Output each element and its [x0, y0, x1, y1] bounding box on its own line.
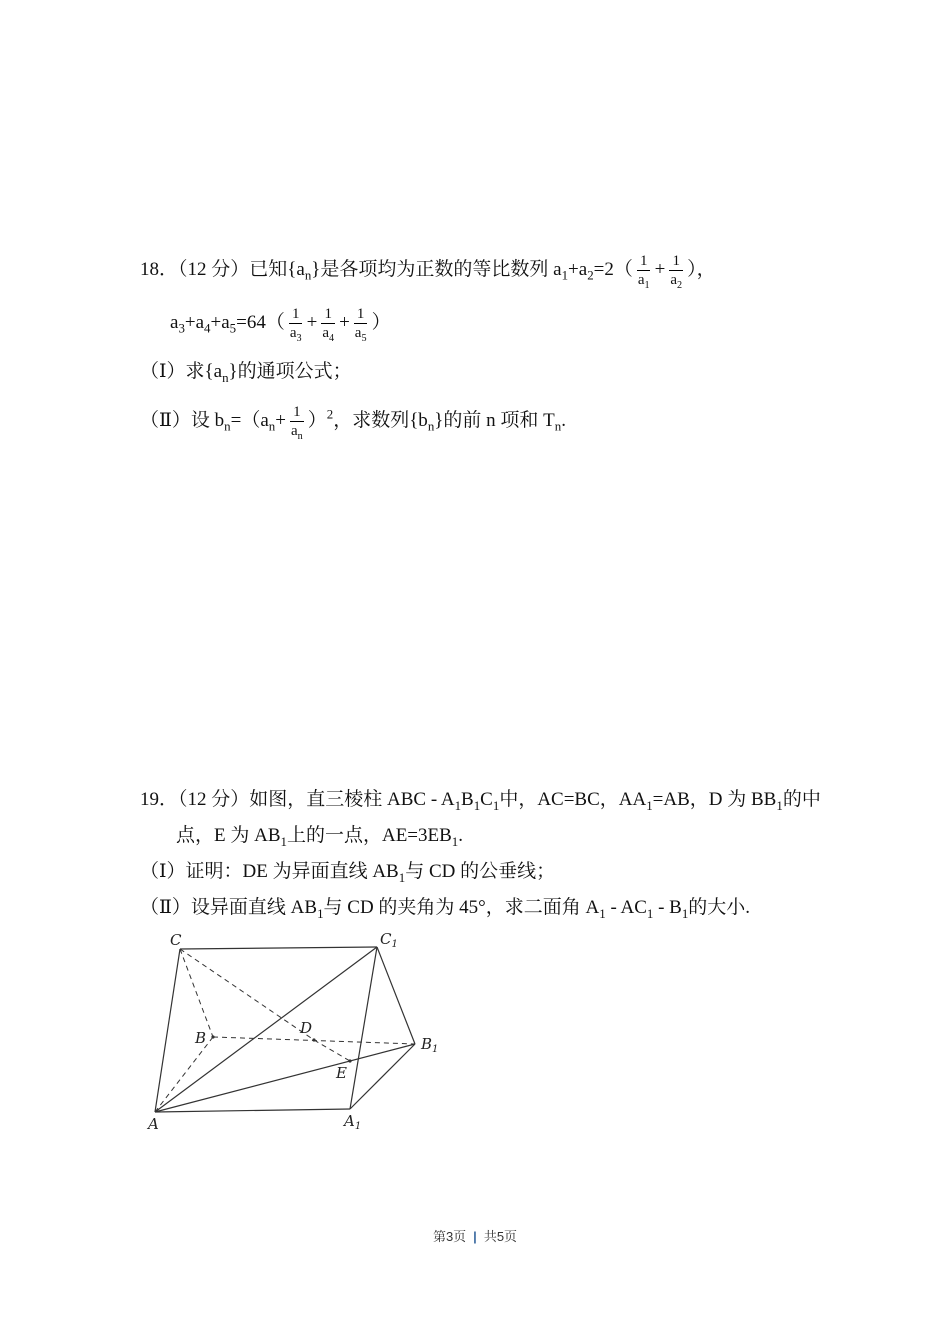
problem-18-part-2: （Ⅱ）设 $b_n=(a_n+$ $\frac{1}{a_n}$ ）$^2$，求数列$\{b_n\}$的前 n 项和 $T_n$.	[140, 403, 566, 442]
vertex-label-b: B	[195, 1029, 207, 1047]
problem-18-line-1: 18．（12 分）已知$\{a_n\}$是各项均为正数的等比数列 $a_1+a_2=2$（ $\frac{1}{a_1}$ + $\frac{1}{a_2}$ ），	[140, 253, 716, 291]
problem-19-line-2: 点，E 为 $AB_1$上的一点，$AE=3EB_1$.	[176, 825, 463, 849]
problem-18-part-1: （Ⅰ）求$\{a_n\}$的通项公式；	[140, 361, 352, 385]
solid-edges	[155, 947, 415, 1112]
vertex-label-e: E	[336, 1064, 347, 1082]
prism-figure-svg	[140, 932, 450, 1142]
problem-19	[140, 782, 840, 926]
vertex-label-b1: $B_1$	[421, 1035, 439, 1055]
vertex-label-c: C	[170, 932, 182, 949]
hidden-edges	[155, 949, 415, 1112]
footer-divider: |	[473, 1229, 477, 1244]
problem-19-part-1: （Ⅰ）证明：DE 为异面直线 $AB_1$与 CD 的公垂线；	[140, 861, 556, 885]
page-footer	[0, 1226, 950, 1245]
vertex-label-a1: $A_1$	[344, 1112, 362, 1132]
prism-figure	[140, 932, 450, 1142]
problem-18	[140, 252, 840, 456]
vertex-label-c1: $C_1$	[380, 932, 398, 950]
vertex-label-a: A	[148, 1115, 159, 1133]
vertex-dots	[211, 1035, 351, 1062]
vertex-label-d: D	[300, 1019, 313, 1037]
footer-total-pages: 共5页	[483, 1229, 518, 1244]
problem-19-line-1: 19．（12 分）如图，直三棱柱 ABC - $A_1B_1C_1$中，AC=BC，$AA_1=AB$，D 为 $BB_1$的中	[140, 789, 821, 813]
problem-19-part-2: （Ⅱ）设异面直线 $AB_1$与 CD 的夹角为 45°，求二面角 $A_1 - AC_1 - B_1$的大小.	[140, 897, 751, 922]
footer-page-number: 第3页	[432, 1229, 467, 1244]
problem-18-line-2: $a_3+a_4+a_5=64$（ $\frac{1}{a_3}$ + $\frac{1}{a_4}$ + $\frac{1}{a_5}$ ）	[170, 306, 391, 344]
